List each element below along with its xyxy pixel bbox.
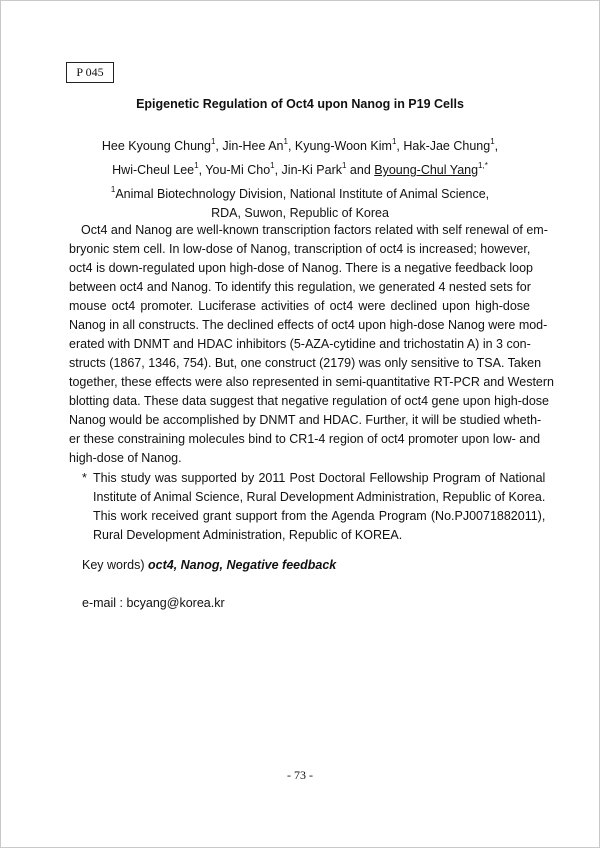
keywords [82,558,336,572]
paper-title: Epigenetic Regulation of Oct4 upon Nanog in P19 Cells [136,97,464,111]
email [82,596,225,610]
author-line-1 [0,132,600,156]
author-line-2 [0,156,600,180]
paper-id-box: P 045 [66,62,114,83]
abstract-line: bryonic stem cell. In low-dose of Nanog, transcription of oct4 is increased; however, [69,242,531,256]
author-name: Hee Kyoung Chung [101,139,211,153]
abstract-body [69,221,554,468]
corresponding-author-superscript: 1,* [478,161,488,170]
keywords-value: oct4, Nanog, Negative feedback [148,558,337,572]
abstract-line: blotting data. These data suggest that negative regulation of oct4 gene upon high-dose [69,394,549,408]
funding-line: Rural Development Administration, Republic of KOREA. [93,528,403,542]
abstract-line: mouse oct4 promoter. Luciferase activities of oct4 were declined upon high-dose [69,299,530,313]
author-superscript: 1 [342,161,347,170]
affiliation-line-2: RDA, Suwon, Republic of Korea [211,206,389,220]
footnote-marker: * [82,471,87,485]
keywords-label: Key words) [82,558,148,572]
affiliation-line-1 [0,180,600,204]
abstract-line: Nanog would be accomplished by DNMT and HDAC. Further, it will be studied wheth- [69,413,542,427]
author-conjunction: and [346,163,375,177]
author-superscript: 1 [210,137,216,146]
author-name: , You-Mi Cho [198,163,271,177]
page-number: - 73 - [287,768,313,782]
abstract-line: er these constraining molecules bind to CR1-4 region of oct4 promoter upon low- and [69,432,541,446]
funding-note [82,469,546,545]
abstract-line: between oct4 and Nanog. To identify this regulation, we generated 4 nested sets for [69,280,531,294]
author-separator: , [494,139,499,153]
author-block [0,132,600,223]
author-superscript: 1 [391,137,397,146]
author-superscript: 1 [194,161,199,170]
author-name: Hwi-Cheul Lee [112,163,195,177]
abstract-line: Nanog in all constructs. The declined effects of oct4 upon high-dose Nanog were mod- [69,318,548,332]
affiliation-text: Animal Biotechnology Division, National Institute of Animal Science, [115,187,490,201]
email-label: e-mail : [82,596,127,610]
author-name: , Jin-Ki Park [274,163,342,177]
author-name: , Jin-Hee An [215,139,284,153]
email-address: bcyang@korea.kr [126,596,225,610]
abstract-line: together, these effects were also represented in semi-quantitative RT-PCR and Western [69,375,554,389]
abstract-line: structs (1867, 1346, 754). But, one construct (2179) was only sensitive to TSA. Taken [69,356,542,370]
funding-line: Institute of Animal Science, Rural Development Administration, Republic of Korea. [93,490,546,504]
corresponding-author: Byoung-Chul Yang [374,163,479,177]
author-name: , Hak-Jae Chung [396,139,491,153]
abstract-line: oct4 is down-regulated upon high-dose of Nanog. There is a negative feedback loop [69,261,533,275]
abstract-line: Oct4 and Nanog are well-known transcription factors related with self renewal of em- [81,223,548,237]
author-superscript: 1 [283,137,288,146]
affiliation-superscript: 1 [110,185,116,194]
abstract-line: high-dose of Nanog. [69,451,182,465]
author-name: , Kyung-Woon Kim [287,139,392,153]
author-superscript: 1 [490,137,495,146]
abstract-line: erated with DNMT and HDAC inhibitors (5-AZA-cytidine and trichostatin A) in 3 con- [69,337,531,351]
author-superscript: 1 [270,161,275,170]
funding-line: This study was supported by 2011 Post Doctoral Fellowship Program of National [93,471,546,485]
funding-line: This work received grant support from the Agenda Program (No.PJ0071882011), [93,509,546,523]
